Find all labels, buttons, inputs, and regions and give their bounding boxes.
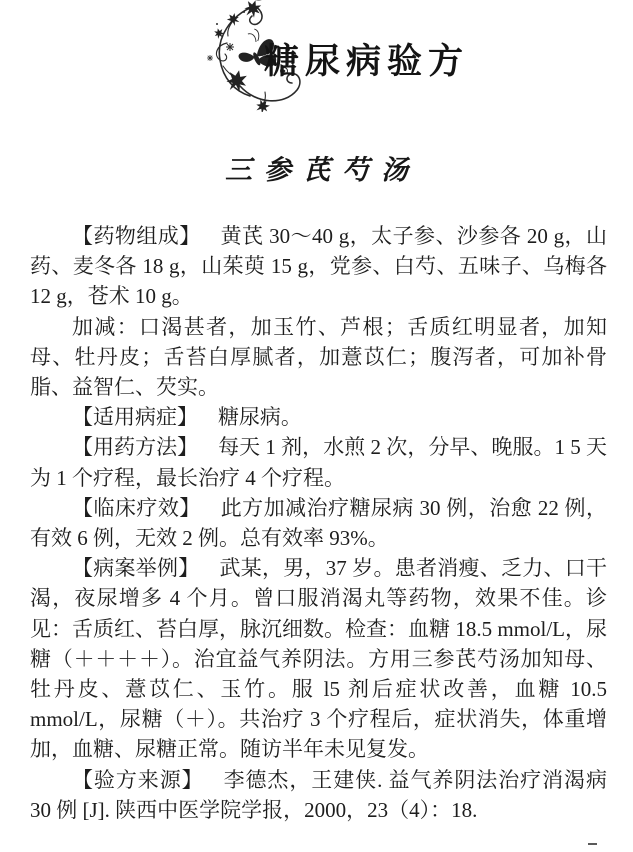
section-text: 李德杰，王建侠. 益气养阴法治疗消渴病 30 例 [J]. 陕西中医学院学报，2000，23（4）：18. (30, 767, 607, 822)
section-label: 【验方来源】 (72, 767, 204, 792)
section-label: 【适用病症】 (72, 405, 198, 430)
recipe-paragraph (30, 221, 607, 312)
section-text: 糖尿病。 (217, 405, 302, 430)
recipe-paragraph (30, 765, 607, 825)
recipe-paragraph (30, 432, 607, 492)
page-corner-mark (588, 843, 597, 845)
section-label: 【药物组成】 (72, 224, 201, 248)
chapter-header (0, 0, 633, 140)
recipe-paragraph (30, 553, 607, 764)
recipe-title: 三参芪芍汤 (225, 155, 420, 185)
section-label: 【病案举例】 (72, 556, 200, 581)
recipe-paragraph (30, 312, 607, 403)
section-text: 黄芪 30～40 g，太子参、沙参各 20 g，山药、麦冬各 18 g，山茱萸 15 g，党参、白芍、五味子、乌梅各 12 g，苍术 10 g。 (30, 224, 608, 309)
recipe-paragraph (30, 402, 607, 432)
section-text: 加减：口渴甚者，加玉竹、芦根；舌质红明显者，加知母、牡丹皮；舌苔白厚腻者，加薏苡仁；腹泻者，可加补骨脂、益智仁、芡实。 (30, 314, 607, 400)
section-text: 此方加减治疗糖尿病 30 例，治愈 22 例，有效 6 例，无效 2 例。总有效率 93%。 (30, 495, 607, 551)
section-label: 【临床疗效】 (72, 495, 201, 520)
section-label: 【用药方法】 (72, 435, 199, 460)
section-text: 武某，男，37 岁。患者消瘦、乏力、口干渴，夜尿增多 4 个月。曾口服消渴丸等药物，效果不佳。诊见：舌质红、苔白厚，脉沉细数。检查：血糖 18.5 mmol/L，尿糖（＋＋＋＋）。治宜益气养阴法。方用三参芪芍汤加知母、牡丹皮、薏苡仁、玉竹。服 l5 剂后症状改善，血糖 10.5 mmol/L，尿糖（＋）。共治疗 3 个疗程后，症状消失，体重增加，血糖、尿糖正常。随访半年未见复发。 (30, 556, 608, 762)
chapter-title: 糖尿病验方 (264, 42, 470, 81)
recipe-paragraph (30, 493, 607, 553)
section-text: 每天 1 剂，水煎 2 次，分早、晚服。1 5 天为 1 个疗程，最长治疗 4 个疗程。 (30, 435, 608, 490)
recipe-body (30, 221, 607, 825)
